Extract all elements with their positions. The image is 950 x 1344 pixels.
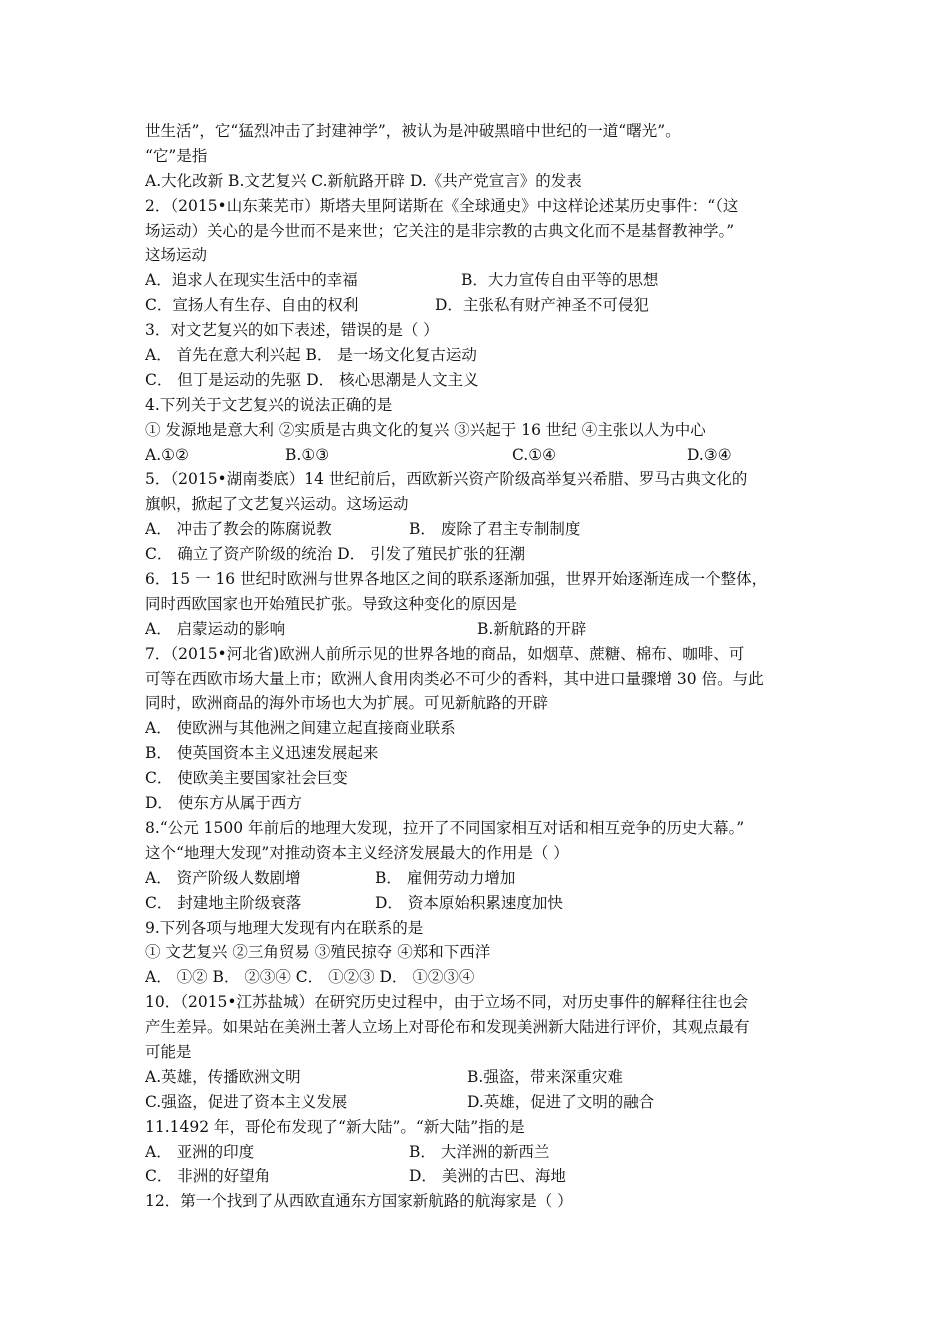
q8-options-row-2 — [145, 891, 825, 916]
q9-stem: 9.下列各项与地理大发现有内在联系的是 — [145, 918, 424, 937]
q7-option-a: A． 使欧洲与其他洲之间建立起直接商业联系 — [145, 719, 456, 738]
q7-text-line-3: 同时，欧洲商品的海外市场也大为扩展。可见新航路的开辟 — [145, 694, 549, 713]
question-list — [145, 119, 825, 1214]
q2-text-line-1: 2．（2015•山东莱芜市）斯塔夫里阿诺斯在《全球通史》中这样论述某历史事件：“（这 — [145, 196, 739, 215]
q11-stem: 11.1492 年，哥伦布发现了“新大陆”。“新大陆”指的是 — [145, 1117, 525, 1136]
q1-options: A.大化改新 B.文艺复兴 C.新航路开辟 D.《共产党宣言》的发表 — [145, 171, 582, 190]
q10-option-c: C.强盗，促进了资本主义发展 — [145, 1092, 348, 1111]
q2-text-line-2: 场运动）关心的是今世而不是来世；它关注的是非宗教的古典文化而不是基督教神学。” — [145, 221, 735, 240]
q11-option-b: B． 大洋洲的新西兰 — [409, 1142, 550, 1161]
q2-option-d: D．主张私有财产神圣不可侵犯 — [435, 296, 649, 315]
q8-option-d: D． 资本原始积累速度加快 — [375, 893, 563, 912]
q10-text-line-2: 产生差异。如果站在美洲土著人立场上对哥伦布和发现美洲新大陆进行评价，其观点最有 — [145, 1018, 750, 1037]
q2-options-row-1 — [145, 268, 825, 293]
q4-option-d: D.③④ — [687, 445, 732, 464]
q6-text-line-2: 同时西欧国家也开始殖民扩张。导致这种变化的原因是 — [145, 594, 518, 613]
q8-option-a: A． 资产阶级人数剧增 — [145, 868, 301, 887]
q5-options-row-2: C． 确立了资产阶级的统治 D． 引发了殖民扩张的狂潮 — [145, 545, 526, 564]
q9-items: ① 文艺复兴 ②三角贸易 ③殖民掠夺 ④郑和下西洋 — [145, 943, 491, 962]
q7-option-c: C． 使欧美主要国家社会巨变 — [145, 769, 348, 788]
q10-text-line-3: 可能是 — [145, 1042, 192, 1061]
q8-option-b: B． 雇佣劳动力增加 — [375, 868, 516, 887]
q2-option-b: B．大力宣传自由平等的思想 — [461, 271, 659, 290]
q4-option-b: B.①③ — [285, 445, 330, 464]
q10-option-d: D.英雄，促进了文明的融合 — [467, 1092, 655, 1111]
q5-text-line-1: 5．（2015•湖南娄底）14 世纪前后，西欧新兴资产阶级高举复兴希腊、罗马古典文化的 — [145, 470, 748, 489]
q5-option-a: A． 冲击了教会的陈腐说教 — [145, 520, 332, 539]
q9-options: A． ①② B． ②③④ C． ①②③ D． ①②③④ — [145, 968, 475, 987]
q11-option-d: D． 美洲的古巴、海地 — [409, 1167, 566, 1186]
q10-options-row-1 — [145, 1065, 825, 1090]
q10-text-line-1: 10．（2015•江苏盐城）在研究历史过程中，由于立场不同，对历史事件的解释往往也会 — [145, 993, 749, 1012]
q5-text-line-2: 旗帜，掀起了文艺复兴运动。这场运动 — [145, 495, 409, 514]
q3-stem: 3．对文艺复兴的如下表述，错误的是（ ） — [145, 321, 439, 340]
q5-option-b: B． 废除了君主专制制度 — [409, 520, 581, 539]
q8-text-line-2: 这个“地理大发现”对推动资本主义经济发展最大的作用是（ ） — [145, 843, 569, 862]
q5-options-row-1 — [145, 517, 825, 542]
q8-option-c: C． 封建地主阶级衰落 — [145, 893, 302, 912]
q2-options-row-2 — [145, 293, 825, 318]
q11-option-a: A． 亚洲的印度 — [145, 1142, 255, 1161]
q10-options-row-2 — [145, 1090, 825, 1115]
q6-options — [145, 617, 825, 642]
q6-text-line-1: 6．15 一 16 世纪时欧洲与世界各地区之间的联系逐渐加强，世界开始逐渐连成一个整体， — [145, 570, 768, 589]
q3-options-row-2: C． 但丁是运动的先驱 D． 核心思潮是人文主义 — [145, 370, 479, 389]
q1-text-line-1: 世生活”，它“猛烈冲击了封建神学”，被认为是冲破黑暗中世纪的一道“曙光”。 — [145, 122, 681, 140]
q4-stem: 4.下列关于文艺复兴的说法正确的是 — [145, 395, 393, 414]
q10-option-a: A.英雄，传播欧洲文明 — [145, 1067, 301, 1086]
q10-option-b: B.强盗，带来深重灾难 — [467, 1067, 623, 1086]
q2-option-a: A．追求人在现实生活中的幸福 — [145, 271, 358, 290]
q4-option-a: A.①② — [145, 445, 189, 464]
q4-items: ① 发源地是意大利 ②实质是古典文化的复兴 ③兴起于 16 世纪 ④主张以人为中心 — [145, 420, 706, 439]
q7-text-line-1: 7．（2015•河北省)欧洲人前所示见的世界各地的商品，如烟草、蔗糖、棉布、咖啡、可 — [145, 644, 745, 663]
q11-options-row-1 — [145, 1140, 825, 1165]
q1-text-line-2: “它”是指 — [145, 146, 208, 165]
q11-option-c: C． 非洲的好望角 — [145, 1167, 271, 1186]
q8-options-row-1 — [145, 866, 825, 891]
q7-option-d: D． 使东方从属于西方 — [145, 794, 302, 813]
q12-stem: 12．第一个找到了从西欧直通东方国家新航路的航海家是（ ） — [145, 1192, 573, 1211]
q7-option-b: B． 使英国资本主义迅速发展起来 — [145, 744, 379, 763]
q2-option-c: C．宣扬人有生存、自由的权利 — [145, 296, 359, 315]
q3-options-row-1: A． 首先在意大利兴起 B． 是一场文化复古运动 — [145, 346, 477, 365]
q11-options-row-2 — [145, 1164, 825, 1189]
q6-option-b: B.新航路的开辟 — [477, 619, 587, 638]
q4-option-c: C.①④ — [512, 445, 557, 464]
q8-text-line-1: 8.“公元 1500 年前后的地理大发现，拉开了不同国家相互对话和相互竞争的历史大幕。” — [145, 818, 745, 837]
q7-text-line-2: 可等在西欧市场大量上市；欧洲人食用肉类必不可少的香料，其中进口量骤增 30 倍。与此 — [145, 669, 764, 688]
q4-options — [145, 443, 825, 468]
q6-option-a: A． 启蒙运动的影响 — [145, 619, 286, 638]
q2-text-line-3: 这场运动 — [145, 246, 208, 265]
